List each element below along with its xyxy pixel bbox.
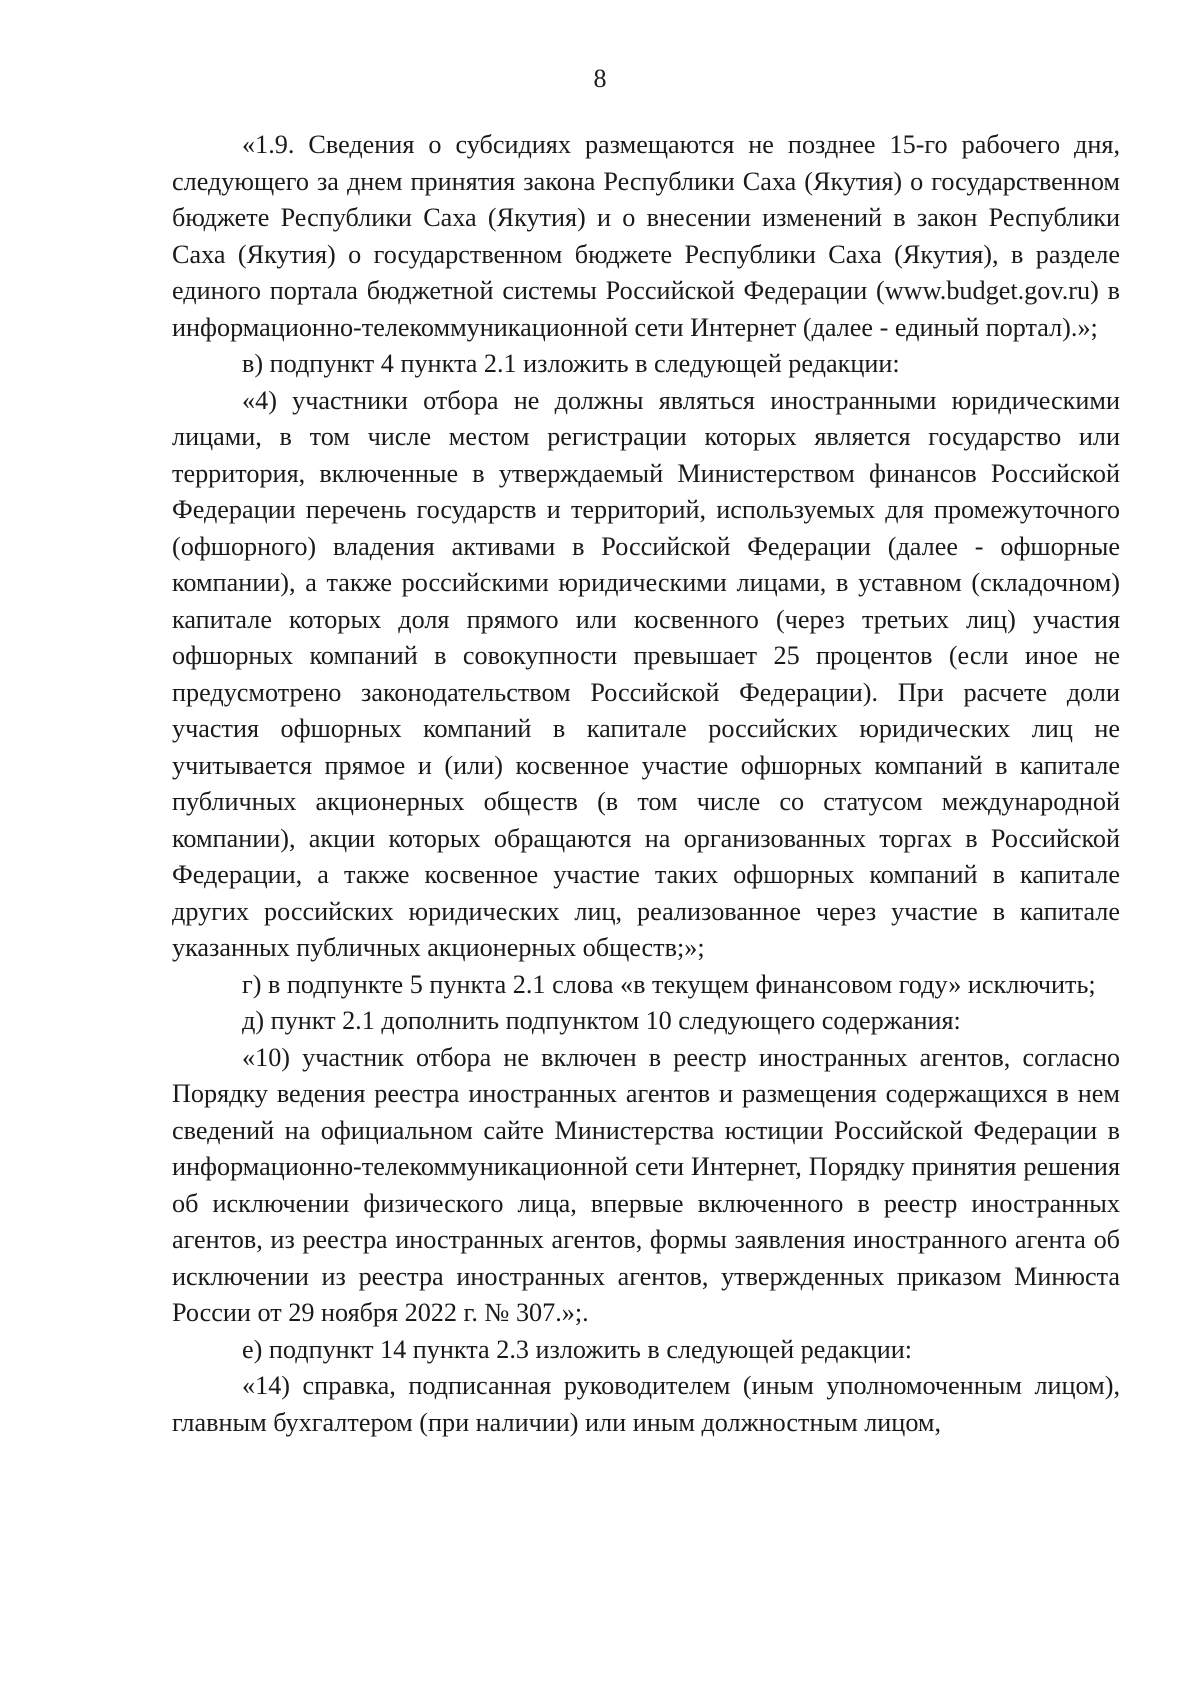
paragraph-subitem-14: «14) справка, подписанная руководителем (иным уполномоченным лицом), главным бухгалтером (при наличии) или иным должностным лицом, (172, 1371, 1120, 1437)
paragraph-subitem-10: «10) участник отбора не включен в реестр иностранных агентов, согласно Порядку ведения реестра иностранных агентов и размещения содержащихся в нем сведений на официальном сайте Министерства юстиции Российской Федерации в информационно-телекоммуникационной сети Интернет, Порядку принятия решения об исключении физического лица, впервые включенного в реестр иностранных агентов, из реестра иностранных агентов, формы заявления иностранного агента об исключении из реестра иностранных агентов, утвержденных приказом Минюста России от 29 ноября 2022 г. № 307.»;. (172, 1042, 1120, 1327)
page-number: 8 (593, 64, 607, 93)
paragraph-amendment-e: е) подпункт 14 пункта 2.3 изложить в следующей редакции: (242, 1334, 912, 1364)
paragraph-amendment-g: г) в подпункте 5 пункта 2.1 слова «в текущем финансовом году» исключить; (242, 969, 1096, 999)
paragraph-1-9-subsidy-info: «1.9. Сведения о субсидиях размещаются не позднее 15-го рабочего дня, следующего за днем принятия закона Республики Саха (Якутия) о государственном бюджете Республики Саха (Якутия) и о внесении изменений в закон Республики Саха (Якутия) о государственном бюджете Республики Саха (Якутия), в разделе единого портала бюджетной системы Российской Федерации (www.budget.gov.ru) в информационно-телекоммуникационной сети Интернет (далее - единый портал).»; (172, 130, 1120, 342)
paragraph-amendment-d: д) пункт 2.1 дополнить подпунктом 10 следующего содержания: (242, 1006, 961, 1035)
paragraph-subitem-4: «4) участники отбора не должны являться иностранными юридическими лицами, в том числе местом регистрации которых является государство или территория, включенные в утверждаемый Министерством финансов Российской Федерации перечень государств и территорий, используемых для промежуточного (офшорного) владения активами в Российской Федерации (далее - офшорные компании), а также российскими юридическими лицами, в уставном (складочном) капитале которых доля прямого или косвенного (через третьих лиц) участия офшорных компаний в совокупности превышает 25 процентов (если иное не предусмотрено законодательством Российской Федерации). При расчете доли участия офшорных компаний в капитале российских юридических лиц не учитывается прямое и (или) косвенное участие офшорных компаний в капитале публичных акционерных обществ (в том числе со статусом международной компании), акции которых обращаются на организованных торгах в Российской Федерации, а также косвенное участие таких офшорных компаний в капитале других российских юридических лиц, реализованное через участие в капитале указанных публичных акционерных обществ;»; (172, 385, 1120, 962)
document-body (172, 127, 1120, 1441)
paragraph-amendment-v: в) подпункт 4 пункта 2.1 изложить в следующей редакции: (242, 349, 900, 378)
